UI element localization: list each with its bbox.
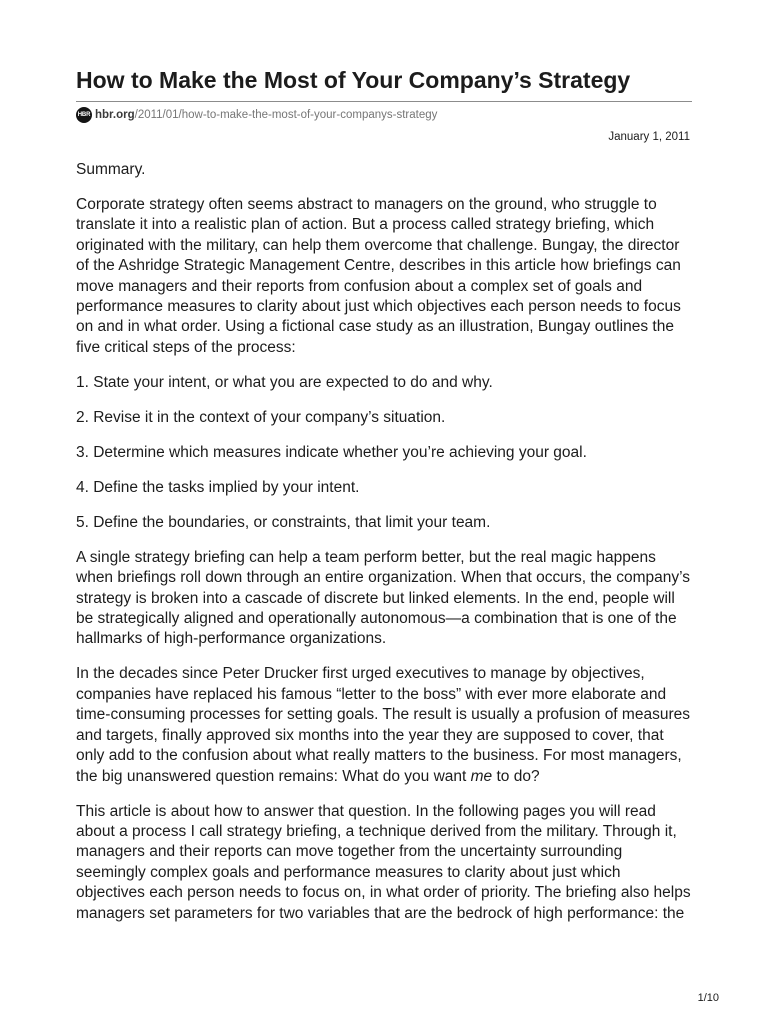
text-line: only add to the confusion about what really matters to the business. For most managers, <box>76 747 682 765</box>
body-paragraph <box>76 548 700 650</box>
text-line: move managers and their reports from confusion about a complex set of goals and <box>76 277 643 295</box>
text-line: seemingly complex goals and performance measures to clarity about just which <box>76 863 621 881</box>
text-run: the big unanswered question remains: What do you want <box>76 767 471 785</box>
body-paragraph <box>76 802 700 924</box>
step-list-item <box>76 478 700 498</box>
hbr-logo-text: HBR <box>77 112 91 118</box>
text-line: on and in what order. Using a fictional case study as an illustration, Bungay outlines the <box>76 318 674 336</box>
text-line: Corporate strategy often seems abstract to managers on the ground, who struggle to <box>76 196 657 213</box>
summary-paragraph <box>76 195 700 358</box>
text-line: time-consuming processes for setting goals. The result is usually a profusion of measures <box>76 706 690 724</box>
article-body <box>76 160 700 939</box>
text-line <box>76 767 700 787</box>
text-line: 4. Define the tasks implied by your intent. <box>76 478 360 496</box>
text-line: and targets, finally approved six months into the year they are supposed to cover, that <box>76 726 664 744</box>
publish-date: January 1, 2011 <box>608 131 690 143</box>
text-run: to do? <box>492 767 540 785</box>
emphasized-text: me <box>470 767 493 785</box>
text-line: performance measures to clarity about just which objectives each person needs to focus <box>76 298 681 316</box>
step-list-item <box>76 443 700 463</box>
text-line: objectives each person needs to focus on, in what order of priority. The briefing also helps <box>76 884 691 902</box>
text-line: five critical steps of the process: <box>76 338 296 356</box>
text-line: of the Ashridge Strategic Management Centre, describes in this article how briefings can <box>76 257 681 275</box>
text-line: managers set parameters for two variables that are the bedrock of high performance: the <box>76 904 685 922</box>
body-paragraph <box>76 664 700 786</box>
text-line: managers and their reports can move together from the uncertainty surrounding <box>76 843 623 861</box>
page-indicator: 1/10 <box>697 992 719 1004</box>
text-line: A single strategy briefing can help a team perform better, but the real magic happens <box>76 548 656 566</box>
text-line: 2. Revise it in the context of your company’s situation. <box>76 408 446 426</box>
text-line: In the decades since Peter Drucker first urged executives to manage by objectives, <box>76 665 645 683</box>
text-line: companies have replaced his famous “letter to the boss” with ever more elaborate and <box>76 685 667 703</box>
text-line: translate it into a realistic plan of action. But a process called strategy briefing, which <box>76 216 655 234</box>
text-line: strategy is broken into a cascade of discrete but linked elements. In the end, people will <box>76 589 675 607</box>
text-line: This article is about how to answer that question. In the following pages you will read <box>76 802 656 820</box>
text-line: when briefings roll down through an entire organization. When that occurs, the company’s <box>76 569 691 587</box>
step-list-item <box>76 513 700 533</box>
hbr-logo-icon <box>76 107 92 123</box>
text-line: 5. Define the boundaries, or constraints, that limit your team. <box>76 513 491 531</box>
source-link[interactable] <box>76 107 437 123</box>
article-title: How to Make the Most of Your Company’s Strategy <box>76 67 631 93</box>
text-line: 1. State your intent, or what you are expected to do and why. <box>76 373 493 391</box>
text-line: 3. Determine which measures indicate whether you’re achieving your goal. <box>76 443 587 461</box>
summary-heading-text: Summary. <box>76 161 146 178</box>
text-line: originated with the military, can help them overcome that challenge. Bungay, the director <box>76 236 680 254</box>
title-divider <box>76 101 692 102</box>
step-list-item <box>76 373 700 393</box>
step-list-item <box>76 408 700 428</box>
summary-heading <box>76 160 700 180</box>
source-domain: hbr.org <box>95 109 135 121</box>
text-line: be strategically aligned and operationally autonomous—a combination that is one of the <box>76 610 677 628</box>
text-line: hallmarks of high-performance organizations. <box>76 630 387 648</box>
text-line: about a process I call strategy briefing, a technique derived from the military. Through it, <box>76 822 677 840</box>
source-path: /2011/01/how-to-make-the-most-of-your-companys-strategy <box>134 109 438 121</box>
